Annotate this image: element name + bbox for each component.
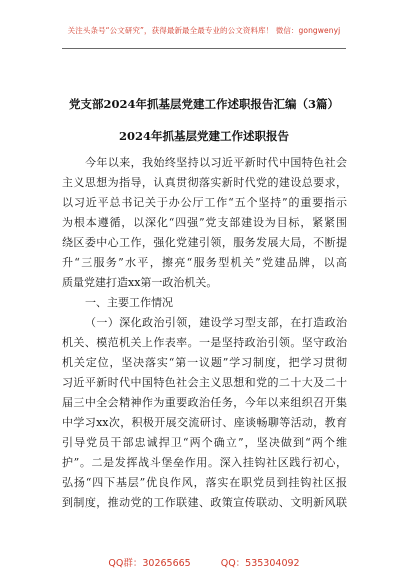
body-line: 弘扬“四下基层”优良作风，落实在职党员到挂钩社区报 [62,476,347,489]
body-line: 绕区委中心工作，强化党建引领，服务发展大局，不断提 [62,236,347,249]
promo-banner: 关注头条号“公文研究”，获得最新最全最专业的公文资料库！ 微信：gongwenyj [67,26,341,35]
document-title: 党支部2024年抓基层党建工作述职报告汇编（3篇） [68,97,339,111]
body-line: 为根本遵循，以深化“四强”党支部建设为目标，紧紧围 [62,216,347,229]
body-line: 引导党员干部忠诚捍卫“两个确立”，坚决做到“两个维 [62,436,347,449]
section-heading: 一、主要工作情况 [85,296,173,309]
body-line: 质量党建打造xx第一政治机关。 [62,276,218,289]
body-line: 机关定位，坚决落实“第一议题”学习制度，把学习贯彻 [62,356,347,369]
body-line: （一）深化政治引领，建设学习型支部，在打造政治 [85,316,347,329]
body-line: 今年以来，我始终坚持以习近平新时代中国特色社会 [85,156,347,169]
qq-group-number: QQ群：30265665 [108,558,191,569]
header-divider [62,48,346,49]
body-line: 届三中全会精神作为重要政治任务，今年以来组织召开集 [62,396,347,409]
body-line: 主义思想为指导，认真贯彻落实新时代党的建设总要求， [62,176,347,189]
body-line: 升“三服务”水平，擦亮“服务型机关”党建品牌，以高 [62,256,347,269]
body-line: 到制度，推动党的工作联建、政策宣传联动、文明新风联 [62,496,347,509]
body-line: 中学习xx次，积极开展交流研讨、座谈畅聊等活动，教育 [62,416,347,429]
body-line: 以习近平总书记关于办公厅工作“五个坚持”的重要指示 [62,196,347,209]
contact-footer [0,555,408,569]
body-line: 习近平新时代中国特色社会主义思想和党的二十大及二十 [62,376,347,389]
body-line: 护”。二是发挥战斗堡垒作用。深入挂钩社区践行初心， [62,456,347,469]
body-line: 机关、模范机关上作表率。一是坚持政治引领。坚守政治 [62,336,347,349]
report-subtitle: 2024年抓基层党建工作述职报告 [118,129,289,143]
qq-number: QQ：535304092 [220,558,300,569]
